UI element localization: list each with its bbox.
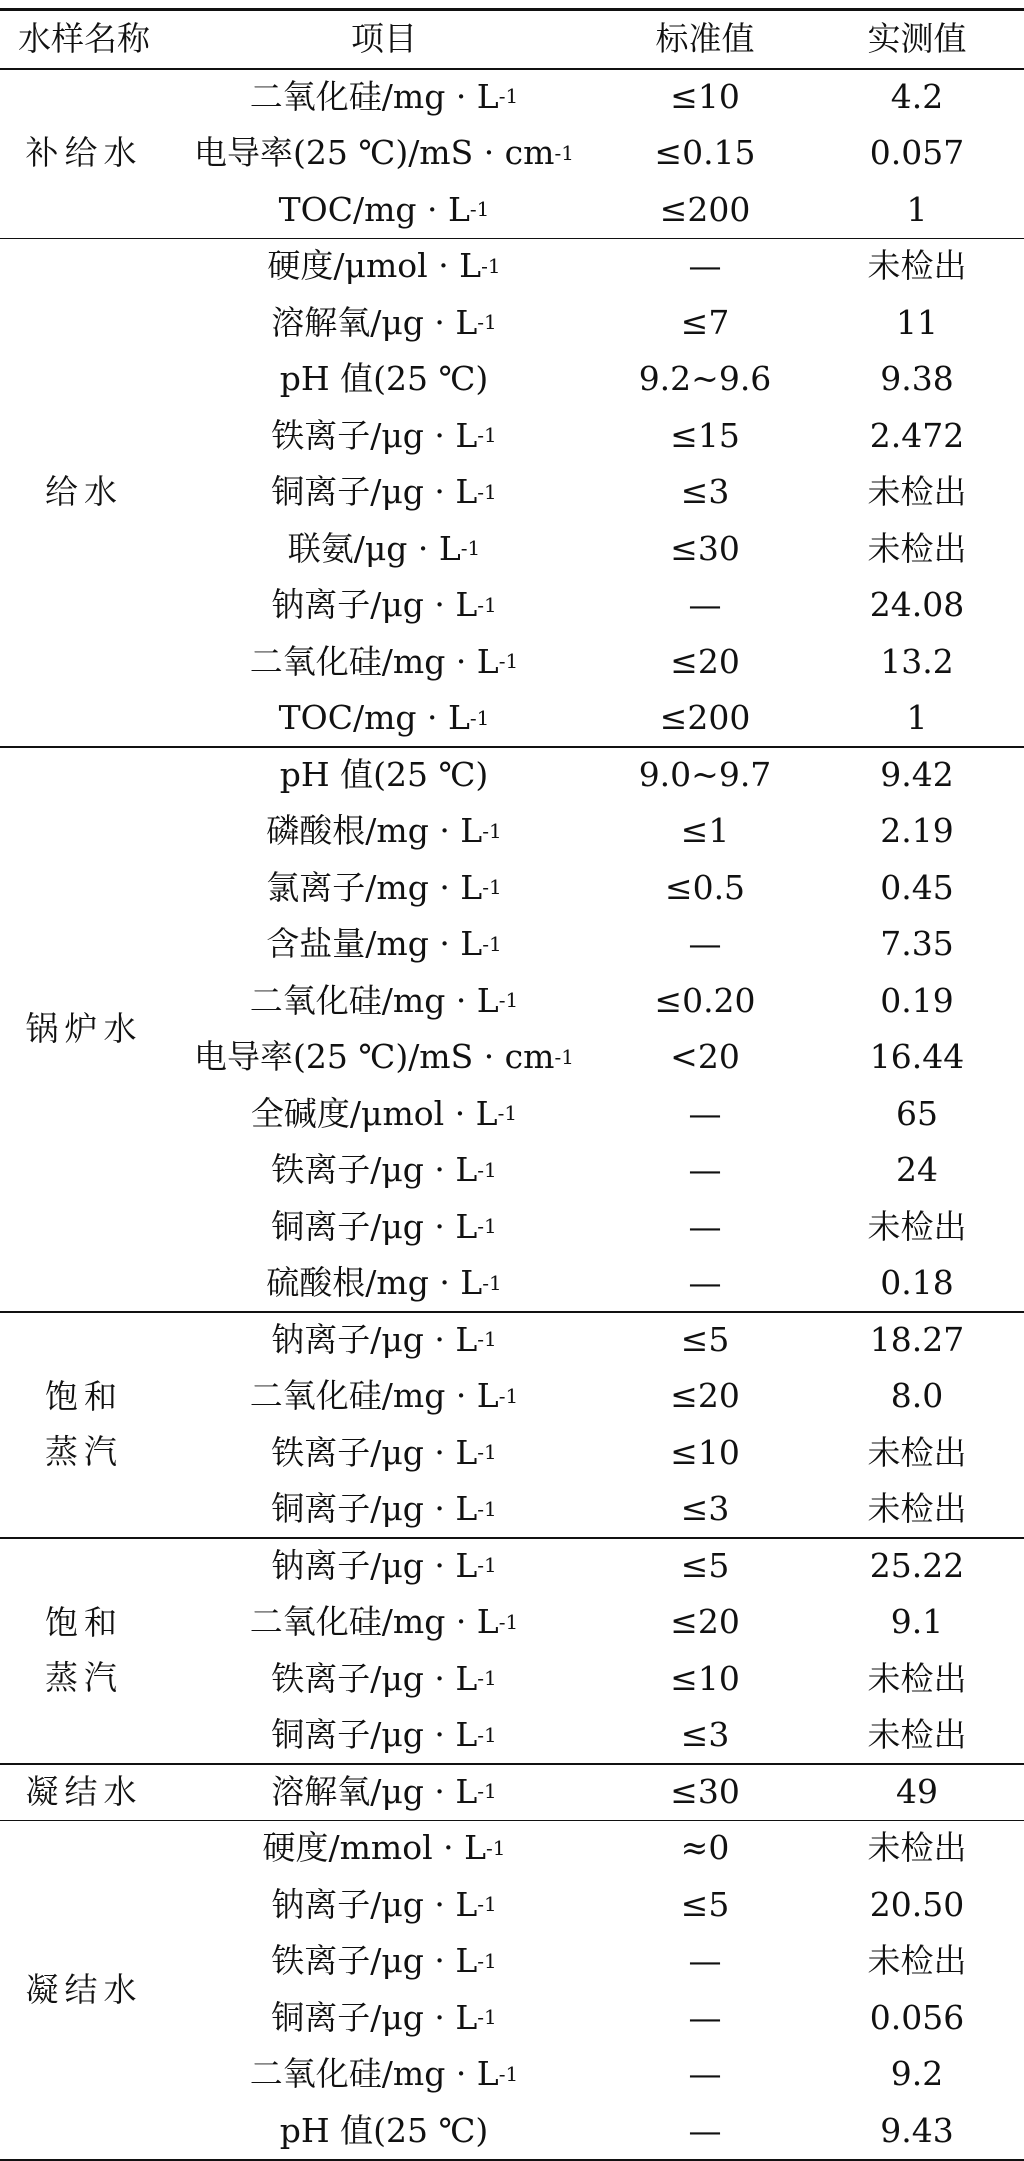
item-cell: 硬度/μmol · L -1	[168, 238, 600, 295]
standard-value-cell: ≤1	[600, 803, 810, 860]
measured-value-cell: 4.2	[810, 68, 1024, 125]
item-text: 二氧化硅/mg · L	[250, 645, 499, 678]
item-cell	[168, 746, 600, 803]
standard-value-cell: —	[600, 2046, 810, 2103]
measured-value-cell: 9.38	[810, 351, 1024, 408]
standard-value-cell: ≤7	[600, 294, 810, 351]
item-cell: 联氨/μg · L -1	[168, 520, 600, 577]
measured-value-cell: 8.0	[810, 1368, 1024, 1425]
sample-name-line: 凝结水	[26, 1775, 143, 1808]
sample-name-line: 补给水	[26, 136, 143, 169]
standard-value-cell: —	[600, 238, 810, 295]
item-cell: 溶解氧/μg · L -1	[168, 294, 600, 351]
item-cell: 铜离子/μg · L -1	[168, 464, 600, 521]
standard-value-cell: <20	[600, 1029, 810, 1086]
measured-value-cell: 2.19	[810, 803, 1024, 860]
measured-value-cell: 24	[810, 1142, 1024, 1199]
item-text: 铁离子/μg · L	[271, 419, 477, 452]
item-text: 二氧化硅/mg · L	[250, 80, 499, 113]
measured-value-cell: 18.27	[810, 1311, 1024, 1368]
standard-value-cell: ≤200	[600, 181, 810, 238]
item-text: 电导率(25 ℃)/mS · cm	[194, 1040, 554, 1073]
sample-group-label	[0, 1820, 168, 2159]
standard-value-cell: —	[600, 916, 810, 973]
standard-value-cell: ≤15	[600, 407, 810, 464]
standard-value-cell: ≤5	[600, 1311, 810, 1368]
item-text: 含盐量/mg · L	[266, 927, 482, 960]
item-text: TOC/mg · L	[279, 193, 470, 226]
measured-value-cell: 1	[810, 181, 1024, 238]
item-text: 硬度/mmol · L	[263, 1831, 487, 1864]
standard-value-cell: ≤3	[600, 1481, 810, 1538]
item-text: 溶解氧/μg · L	[271, 1775, 477, 1808]
measured-value-cell: 未检出	[810, 1707, 1024, 1764]
item-cell: 硬度/mmol · L -1	[168, 1820, 600, 1877]
sample-group-label	[0, 1311, 168, 1537]
sample-name-line: 蒸汽	[45, 1435, 123, 1468]
measured-value-cell: 未检出	[810, 238, 1024, 295]
item-cell: 二氧化硅/mg · L -1	[168, 1368, 600, 1425]
standard-value-cell: ≤10	[600, 68, 810, 125]
measured-value-cell: 16.44	[810, 1029, 1024, 1086]
header-measured-value: 实测值	[810, 8, 1024, 68]
measured-value-cell: 0.056	[810, 1989, 1024, 2046]
item-cell: 全碱度/μmol · L -1	[168, 1085, 600, 1142]
measured-value-cell: 0.18	[810, 1255, 1024, 1312]
measured-value-cell: 未检出	[810, 1820, 1024, 1877]
measured-value-cell: 9.1	[810, 1594, 1024, 1651]
item-text: 磷酸根/mg · L	[266, 814, 482, 847]
standard-value-cell: ≤0.20	[600, 972, 810, 1029]
standard-value-cell: —	[600, 1989, 810, 2046]
item-text: 铜离子/μg · L	[271, 1492, 477, 1525]
item-cell	[168, 351, 600, 408]
measured-value-cell: 0.19	[810, 972, 1024, 1029]
sample-name-line: 蒸汽	[45, 1661, 123, 1694]
measured-value-cell: 7.35	[810, 916, 1024, 973]
item-cell: 二氧化硅/mg · L -1	[168, 1594, 600, 1651]
item-cell: 磷酸根/mg · L -1	[168, 803, 600, 860]
sample-group-label	[0, 746, 168, 1311]
item-text: 铁离子/μg · L	[271, 1153, 477, 1186]
standard-value-cell: ≤3	[600, 1707, 810, 1764]
standard-value-cell: —	[600, 1142, 810, 1199]
item-cell: TOC/mg · L -1	[168, 181, 600, 238]
measured-value-cell: 49	[810, 1763, 1024, 1820]
item-cell: 铁离子/μg · L -1	[168, 1650, 600, 1707]
item-cell: 含盐量/mg · L -1	[168, 916, 600, 973]
measured-value-cell: 未检出	[810, 1424, 1024, 1481]
item-text: 溶解氧/μg · L	[271, 306, 477, 339]
item-text: 钠离子/μg · L	[271, 588, 477, 621]
item-text: 联氨/μg · L	[288, 532, 461, 565]
item-cell: 电导率(25 ℃)/mS · cm -1	[168, 1029, 600, 1086]
standard-value-cell: —	[600, 1933, 810, 1990]
standard-value-cell: ≤3	[600, 464, 810, 521]
standard-value-cell: ≤0.5	[600, 859, 810, 916]
sample-name-line: 凝结水	[26, 1973, 143, 2006]
measured-value-cell: 未检出	[810, 1650, 1024, 1707]
standard-value-cell: —	[600, 2102, 810, 2159]
item-cell	[168, 2102, 600, 2159]
standard-value-cell: ≈0	[600, 1820, 810, 1877]
item-text: pH 值(25 ℃)	[280, 2114, 489, 2147]
item-text: 二氧化硅/mg · L	[250, 2057, 499, 2090]
item-text: 氯离子/mg · L	[266, 871, 482, 904]
measured-value-cell: 65	[810, 1085, 1024, 1142]
item-text: 铁离子/μg · L	[271, 1944, 477, 1977]
item-cell: 二氧化硅/mg · L -1	[168, 633, 600, 690]
header-sample-name: 水样名称	[0, 8, 168, 68]
measured-value-cell: 24.08	[810, 577, 1024, 634]
measured-value-cell: 9.2	[810, 2046, 1024, 2103]
sample-group-label	[0, 238, 168, 747]
item-cell: 电导率(25 ℃)/mS · cm -1	[168, 125, 600, 182]
item-cell: 二氧化硅/mg · L -1	[168, 972, 600, 1029]
standard-value-cell: ≤20	[600, 1594, 810, 1651]
standard-value-cell: 9.2~9.6	[600, 351, 810, 408]
header-standard-value: 标准值	[600, 8, 810, 68]
sample-name-line: 给水	[45, 475, 123, 508]
item-text: pH 值(25 ℃)	[280, 758, 489, 791]
item-text: 硫酸根/mg · L	[266, 1266, 482, 1299]
measured-value-cell: 20.50	[810, 1876, 1024, 1933]
item-cell: 钠离子/μg · L -1	[168, 1311, 600, 1368]
measured-value-cell: 未检出	[810, 1481, 1024, 1538]
item-cell: TOC/mg · L -1	[168, 690, 600, 747]
item-cell: 铜离子/μg · L -1	[168, 1707, 600, 1764]
standard-value-cell: ≤30	[600, 1763, 810, 1820]
item-text: 二氧化硅/mg · L	[250, 984, 499, 1017]
measured-value-cell: 13.2	[810, 633, 1024, 690]
measured-value-cell: 1	[810, 690, 1024, 747]
standard-value-cell: —	[600, 1255, 810, 1312]
measured-value-cell: 未检出	[810, 1198, 1024, 1255]
item-cell: 二氧化硅/mg · L -1	[168, 68, 600, 125]
item-text: 全碱度/μmol · L	[251, 1097, 498, 1130]
item-cell: 铁离子/μg · L -1	[168, 1933, 600, 1990]
sample-name-line: 锅炉水	[26, 1012, 143, 1045]
standard-value-cell: —	[600, 1198, 810, 1255]
item-cell: 硫酸根/mg · L -1	[168, 1255, 600, 1312]
sample-name-line: 饱和	[45, 1380, 123, 1413]
item-text: 铜离子/μg · L	[271, 2001, 477, 2034]
item-cell: 溶解氧/μg · L -1	[168, 1763, 600, 1820]
measured-value-cell: 9.43	[810, 2102, 1024, 2159]
item-cell: 铜离子/μg · L -1	[168, 1198, 600, 1255]
standard-value-cell: ≤10	[600, 1424, 810, 1481]
item-text: 钠离子/μg · L	[271, 1549, 477, 1582]
standard-value-cell: ≤0.15	[600, 125, 810, 182]
standard-value-cell: ≤5	[600, 1876, 810, 1933]
item-cell: 钠离子/μg · L -1	[168, 577, 600, 634]
item-cell: 铁离子/μg · L -1	[168, 1142, 600, 1199]
item-cell: 铁离子/μg · L -1	[168, 1424, 600, 1481]
measured-value-cell: 未检出	[810, 464, 1024, 521]
item-cell: 钠离子/μg · L -1	[168, 1537, 600, 1594]
measured-value-cell: 25.22	[810, 1537, 1024, 1594]
sample-group-label	[0, 1537, 168, 1763]
measured-value-cell: 9.42	[810, 746, 1024, 803]
item-text: 钠离子/μg · L	[271, 1323, 477, 1356]
item-text: 铁离子/μg · L	[271, 1436, 477, 1469]
sample-group-label	[0, 68, 168, 238]
item-cell: 铁离子/μg · L -1	[168, 407, 600, 464]
standard-value-cell: ≤200	[600, 690, 810, 747]
measured-value-cell: 0.45	[810, 859, 1024, 916]
measured-value-cell: 0.057	[810, 125, 1024, 182]
measured-value-cell: 2.472	[810, 407, 1024, 464]
item-text: 铜离子/μg · L	[271, 1718, 477, 1751]
item-cell: 氯离子/mg · L -1	[168, 859, 600, 916]
sample-group-label	[0, 1763, 168, 1820]
standard-value-cell: ≤5	[600, 1537, 810, 1594]
standard-value-cell: ≤20	[600, 633, 810, 690]
item-text: 二氧化硅/mg · L	[250, 1379, 499, 1412]
item-cell: 铜离子/μg · L -1	[168, 1481, 600, 1538]
measured-value-cell: 未检出	[810, 520, 1024, 577]
standard-value-cell: —	[600, 577, 810, 634]
item-text: TOC/mg · L	[279, 701, 470, 734]
item-cell: 铜离子/μg · L -1	[168, 1989, 600, 2046]
item-text: 铁离子/μg · L	[271, 1662, 477, 1695]
measured-value-cell: 未检出	[810, 1933, 1024, 1990]
item-text: 电导率(25 ℃)/mS · cm	[194, 136, 554, 169]
standard-value-cell: ≤30	[600, 520, 810, 577]
item-text: 铜离子/μg · L	[271, 475, 477, 508]
item-text: pH 值(25 ℃)	[280, 362, 489, 395]
item-text: 硬度/μmol · L	[267, 249, 481, 282]
item-cell: 二氧化硅/mg · L -1	[168, 2046, 600, 2103]
standard-value-cell: 9.0~9.7	[600, 746, 810, 803]
standard-value-cell: ≤10	[600, 1650, 810, 1707]
item-cell: 钠离子/μg · L -1	[168, 1876, 600, 1933]
standard-value-cell: ≤20	[600, 1368, 810, 1425]
standard-value-cell: —	[600, 1085, 810, 1142]
measured-value-cell: 11	[810, 294, 1024, 351]
sample-name-line: 饱和	[45, 1606, 123, 1639]
item-text: 铜离子/μg · L	[271, 1210, 477, 1243]
item-text: 二氧化硅/mg · L	[250, 1605, 499, 1638]
header-item: 项目	[168, 8, 600, 68]
item-text: 钠离子/μg · L	[271, 1888, 477, 1921]
